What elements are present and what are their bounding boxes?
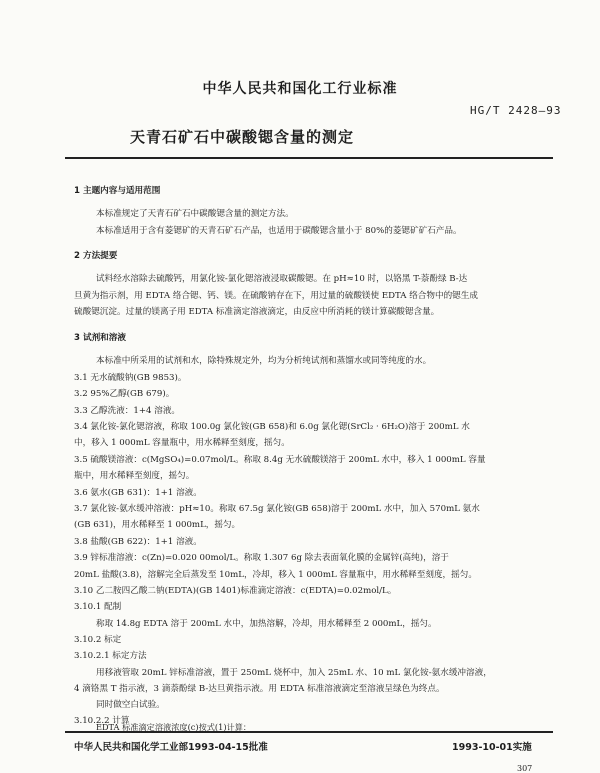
section-3-intro: 本标准中所采用的试剂和水，除特殊规定外，均为分析纯试剂和蒸馏水或同等纯度的水。 [96,356,432,366]
item-3-10-2-heading: 3.10.2 标定 [74,635,122,645]
page-number: 307 [517,764,533,773]
item-3-5-line-2: 瓶中，用水稀释至刻度，摇匀。 [74,471,195,481]
header-divider [65,157,553,159]
section-2-line-2: 旦黄为指示剂，用 EDTA 络合锶、钙、镁。在硫酸钠存在下，用过量的硫酸镁使 EDTA 络合物中的锶生成 [74,291,478,301]
approval-statement: 中华人民共和国化学工业部1993-04-15批准 [74,742,268,753]
item-3-10-2-1-heading: 3.10.2.1 标定方法 [74,651,147,661]
section-1-paragraph-1: 本标准规定了天青石矿石中碳酸锶含量的测定方法。 [96,209,294,219]
item-3-10-2-1-line-3: 同时做空白试验。 [96,700,165,710]
item-3-1: 3.1 无水硫酸钠(GB 9853)。 [74,373,187,383]
item-3-7-line-2: (GB 631)，用水稀释至 1 000mL，摇匀。 [74,520,241,530]
item-3-10-1-heading: 3.10.1 配制 [74,602,122,612]
item-3-3: 3.3 乙醇洗液：1+4 溶液。 [74,406,181,416]
item-3-10-2-1-line-2: 4 滴铬黑 T 指示液，3 滴萘酚绿 B-达旦黄指示液。用 EDTA 标准溶液滴定至溶液呈绿色为终点。 [74,684,445,694]
section-2-line-1: 试料经水溶除去硫酸钙，用氯化铵-氯化锶溶液浸取碳酸锶。在 pH≈10 时，以铬黑 T-萘酚绿 B-达 [96,274,468,284]
document-title: 天青石矿石中碳酸锶含量的测定 [130,128,355,146]
item-3-4-line-1: 3.4 氯化铵-氯化锶溶液，称取 100.0g 氯化铵(GB 658)和 6.0g 氯化锶(SrCl₂ · 6H₂O)溶于 200mL 水 [74,422,470,432]
item-3-5-line-1: 3.5 硫酸镁溶液：c(MgSO₄)=0.07mol/L。称取 8.4g 无水硫酸镁溶于 200mL 水中，移入 1 000mL 容量 [74,455,486,465]
item-3-10-1-text: 称取 14.8g EDTA 溶于 200mL 水中，加热溶解，冷却，用水稀释至 2 000mL，摇匀。 [96,619,437,629]
implementation-date: 1993-10-01实施 [452,742,532,753]
item-3-6: 3.6 氨水(GB 631)：1+1 溶液。 [74,488,202,498]
section-2-line-3: 硫酸锶沉淀。过量的镁离子用 EDTA 标准滴定溶液滴定，由反应中所消耗的镁计算碳酸锶含量。 [74,307,440,317]
section-1-paragraph-2: 本标准适用于含有菱锶矿的天青石矿石产品，也适用于碳酸锶含量小于 80%的菱锶矿矿石产品。 [96,226,462,236]
item-3-10: 3.10 乙二胺四乙酸二钠(EDTA)(GB 1401)标准滴定溶液：c(EDTA)=0.02mol/L。 [74,586,397,596]
section-3-heading: 3 试剂和溶液 [74,333,126,343]
item-3-10-2-1-line-1: 用移液管取 20mL 锌标准溶液，置于 250mL 烧杯中，加入 25mL 水、10 mL 氯化铵-氨水缓冲溶液， [96,668,492,678]
item-3-2: 3.2 95%乙醇(GB 679)。 [74,389,175,399]
item-3-8: 3.8 盐酸(GB 622)：1+1 溶液。 [74,537,202,547]
section-1-heading: 1 主题内容与适用范围 [74,186,161,196]
section-2-heading: 2 方法提要 [74,251,118,261]
item-3-10-2-2-heading: 3.10.2.2 计算 [74,716,130,726]
item-3-9-line-1: 3.9 锌标准溶液：c(Zn)=0.020 00mol/L。称取 1.307 6g 除去表面氧化膜的金属锌(高纯)，溶于 [74,553,449,563]
item-3-10-2-2-text: EDTA 标准滴定溶液浓度(c)按式(1)计算： [96,722,252,732]
item-3-4-line-2: 中，移入 1 000mL 容量瓶中，用水稀释至刻度，摇匀。 [74,438,290,448]
standard-type-title: 中华人民共和国化工行业标准 [202,81,398,97]
item-3-9-line-2: 20mL 盐酸(3.8)，溶解完全后蒸发至 10mL，冷却，移入 1 000mL 容量瓶中，用水稀释至刻度，摇匀。 [74,570,477,580]
item-3-7-line-1: 3.7 氯化铵-氨水缓冲溶液：pH≈10。称取 67.5g 氯化铵(GB 658)溶于 200mL 水中，加入 570mL 氨水 [74,504,480,514]
standard-code: HG/T 2428—93 [470,104,562,117]
